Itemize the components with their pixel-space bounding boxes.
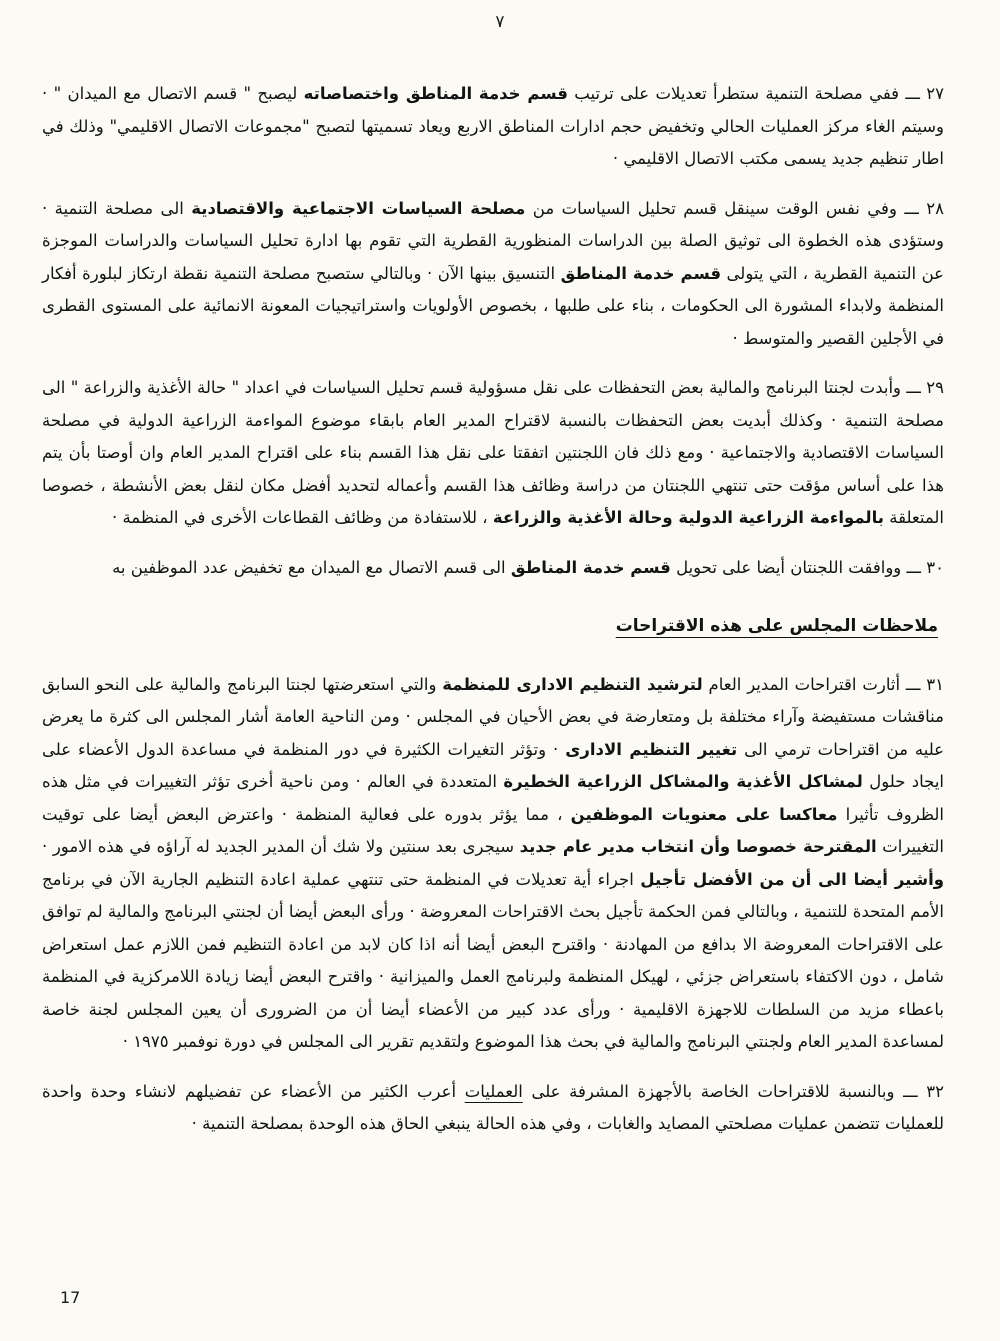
paragraph-number: ٣١ ـــ [905, 674, 945, 694]
paragraph-text [42, 84, 944, 168]
text-segment: ووافقت اللجنتان أيضا على تحويل [670, 557, 902, 577]
text-segment: معاكسا على معنويات الموظفين [570, 804, 838, 824]
paragraph-text [42, 378, 944, 527]
paragraph-number: ٣٢ ـــ [903, 1081, 945, 1101]
text-segment: الى مصلحة التنمية · وستؤدى هذه الخطوة الى توثيق الصلة بين الدراسات المنظورية القطرية التي تقوم بها ادارة تحليل السياسات والدراسات الموجزة عن التنمية القطرية ، التي يتولى [42, 198, 945, 283]
paragraph-31 [42, 669, 944, 1059]
text-segment: أعرب الكثير من الأعضاء عن تفضيلهم لانشاء وحدة واحدة للعمليات تتضمن عمليات مصلحتي المصايد والغابات ، وفي هذه الحالة ينبغي الحاق هذه الوحدة بمصلحة التنمية · [42, 1081, 944, 1133]
text-segment: المتعددة في العالم · ومن ناحية أخرى تؤثر التغييرات في مثل هذه الظروف تأثيرا [42, 772, 944, 824]
text-segment: وفي نفس الوقت سينقل قسم تحليل السياسات من [525, 198, 897, 218]
text-segment: الى قسم الاتصال مع الميدان مع تخفيض عدد الموظفين به [112, 557, 511, 577]
text-segment: ففي مصلحة التنمية ستطرأ تعديلات على ترتيب [567, 84, 900, 103]
text-segment: وبالنسبة للاقتراحات الخاصة بالأجهزة المشرفة على [522, 1081, 895, 1101]
text-segment: وأشير أيضا الى أن من الأفضل تأجيل [640, 869, 944, 889]
text-segment: سيجرى بعد سنتين ولا شك أن المدير الجديد له آراؤه في هذه الامور · [42, 837, 520, 856]
text-segment: قسم خدمة المناطق [560, 263, 722, 283]
paragraph-number: ٣٠ ـــ [906, 557, 944, 577]
paragraph-number: ٢٩ ـــ [906, 378, 944, 397]
paragraph-30 [42, 552, 944, 585]
text-segment: قسم خدمة المناطق [510, 557, 671, 577]
text-segment: · وتؤثر التغيرات الكثيرة في دور المنظمة في مساعدة الدول الأعضاء على ايجاد حلول [42, 739, 944, 791]
text-segment: لترشيد التنظيم الادارى للمنظمة [442, 674, 703, 694]
paragraph-32 [42, 1076, 944, 1141]
text-segment: ليصبح " قسم الاتصال مع الميدان " · وسيتم الغاء مركز العمليات الحالي وتخفيض حجم ادارات المناطق الاربع ويعاد تسميتها لتصبح "مجموعات الاتصال الاقليمي" وذلك في اطار تنظيم جديد يسمى مكتب الاتصال الاقليمي · [42, 84, 944, 168]
paragraph-text [42, 675, 944, 1052]
paragraph-number: ٢٨ ـــ [904, 198, 944, 218]
page-content [42, 78, 944, 1158]
text-segment: المقترحة خصوصا وأن انتخاب مدير عام جديد [519, 837, 877, 856]
text-segment: وأبدت لجنتا البرنامج والمالية بعض التحفظات على نقل مسؤولية قسم تحليل السياسات في اعداد " حالة الأغذية والزراعة " الى مصلحة التنمية · وكذلك أبديت بعض التحفظات بالنسبة لاقتراح المدير العام بابقاء موضوع المواءمة الزراعية الدولية في مصلحة السياسات الاقتصادية والاجتماعية · ومع ذلك فان اللجنتين اتفقتا على نقل هذا القسم بناء على اقتراح المدير العام وان أوصتا بأن يتم هذا على أساس مؤقت حتى تنتهي اللجنتان من دراسة وظائف هذا القسم وأعماله لتحديد أفضل مكان لنقل بعض الأنشطة ، خصوصا المتعلقة [42, 378, 944, 527]
text-segment: التنسيق بينها الآن · وبالتالي ستصبح مصلحة التنمية نقطة ارتكاز لبلورة أفكار المنظمة ولابداء المشورة الى الحكومات ، بناء على طلبها ، بخصوص الأولويات واستراتيجيات المعونة الانمائية على المستوى القطرى في الأجلين القصير والمتوسط · [42, 263, 944, 348]
paragraph-number: ٢٧ ـــ [905, 84, 944, 103]
text-segment: ، مما يؤثر بدوره على فعالية المنظمة · واعترض البعض أيضا على توقيت التغييرات [42, 804, 945, 856]
text-segment: بالمواءمة الزراعية الدولية وحالة الأغذية والزراعة [492, 508, 884, 527]
text-segment: ، للاستفادة من وظائف القطاعات الأخرى في المنظمة · [111, 508, 493, 527]
text-segment: والتي استعرضتها لجنتا البرنامج والمالية على النحو السابق مناقشات مستفيضة وآراء مختلفة بل ومتعارضة في بعض الأحيان في المجلس · ومن الناحية العامة أشار المجلس الى كثرة ما يعرض عليه من اقتراحات ترمي الى [42, 674, 945, 759]
text-segment: لمشاكل الأغذية والمشاكل الزراعية الخطيرة [503, 772, 863, 791]
text-segment: العمليات [464, 1081, 523, 1101]
paragraph-text [42, 1082, 944, 1134]
text-segment: اجراء أية تعديلات في المنظمة حتى تنتهي عملية اعادة التنظيم الجارية الآن في برنامج الأمم المتحدة للتنمية ، وبالتالي فمن الحكمة تأجيل بحث الاقتراحات المعروضة · ورأى البعض أيضا أن لجنتي البرنامج والمالية لم توافق على الاقتراحات المعروضة الا بدافع من المهادنة · واقترح البعض أيضا أنه اذا كان لابد من اعادة التنظيم فمن اللازم عمل استعراض شامل ، دون الاكتفاء باستعراض جزئي ، لهيكل المنظمة ولبرنامج العمل والميزانية · واقترح البعض أيضا زيادة اللامركزية في المنظمة باعطاء مزيد من السلطات للاجهزة الاقليمية · ورأى عدد كبير من الأعضاء أيضا أن من الضرورى أن يعين المجلس لجنة خاصة لمساعدة المدير العام ولجنتي البرنامج والمالية في بحث هذا الموضوع ولتقديم تقرير الى المجلس في دورة نوفمبر ١٩٧٥ · [42, 869, 944, 1051]
text-segment: أثارت اقتراحات المدير العام [702, 674, 901, 694]
paragraph-29 [42, 372, 944, 535]
paragraph-text [112, 558, 901, 577]
paragraph-27 [42, 78, 944, 176]
page-number-bottom: 17 [60, 1288, 81, 1307]
text-segment: تغيير التنظيم الادارى [565, 739, 738, 759]
text-segment: مصلحة السياسات الاجتماعية والاقتصادية [191, 198, 526, 218]
section-heading: ملاحظات المجلس على هذه الاقتراحات [615, 616, 938, 636]
text-segment: قسم خدمة المناطق واختصاصاته [303, 84, 568, 103]
paragraph-28 [42, 193, 944, 356]
page-number-top: ٧ [495, 12, 505, 32]
paragraph-text [42, 199, 944, 348]
